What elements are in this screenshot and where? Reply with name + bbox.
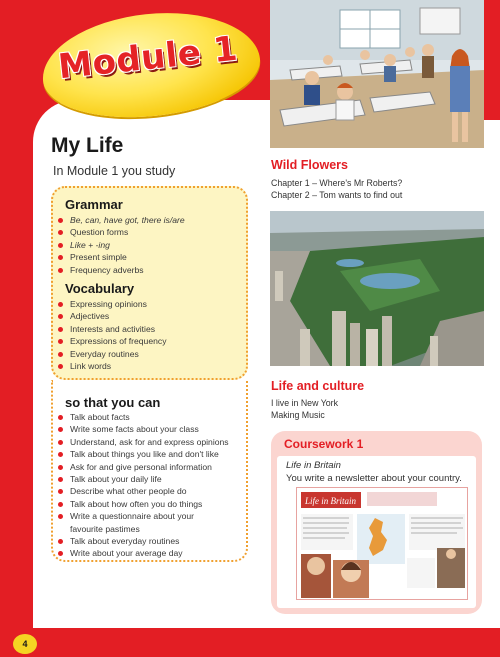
page-number: 4 xyxy=(13,634,37,654)
list-item: Talk about everyday routines xyxy=(57,535,245,547)
list-item: Write about your average day xyxy=(57,547,245,559)
list-item: Talk about things you like and don't like xyxy=(57,448,245,460)
list-item: Everyday routines xyxy=(57,348,243,360)
list-item: Talk about your daily life xyxy=(57,473,245,485)
coursework-subtitle: Life in Britain xyxy=(286,460,341,471)
classroom-illustration xyxy=(270,0,484,148)
list-item: Write some facts about your class xyxy=(57,423,245,435)
newsletter-title: Life in Britain xyxy=(305,496,357,506)
grammar-list xyxy=(57,214,243,276)
newsletter-thumbnail xyxy=(296,487,468,600)
wild-flowers-heading: Wild Flowers xyxy=(271,158,348,172)
so-that-heading: so that you can xyxy=(65,395,161,410)
list-item: Describe what other people do xyxy=(57,485,245,497)
vocabulary-list xyxy=(57,298,243,372)
chapter-2: Chapter 2 – Tom wants to find out xyxy=(271,190,403,200)
coursework-heading: Coursework 1 xyxy=(284,437,364,451)
grammar-heading: Grammar xyxy=(65,197,123,212)
central-park-photo xyxy=(270,211,484,366)
vocabulary-heading: Vocabulary xyxy=(65,281,135,296)
list-item: Expressions of frequency xyxy=(57,335,243,347)
list-item: Write a questionnaire about your xyxy=(57,510,245,522)
list-item: Be, can, have got, there is/are xyxy=(57,214,243,226)
so-that-list xyxy=(57,411,245,560)
list-item: Ask for and give personal information xyxy=(57,461,245,473)
list-item-continued: favourite pastimes xyxy=(70,523,140,534)
right-white-edge xyxy=(484,120,500,628)
list-item: Like + -ing xyxy=(57,239,243,251)
list-item: Link words xyxy=(57,360,243,372)
culture-heading: Life and culture xyxy=(271,379,365,393)
list-item: Interests and activities xyxy=(57,323,243,335)
bottom-red-band xyxy=(0,628,500,657)
list-item: Question forms xyxy=(57,226,243,238)
culture-line-1: I live in New York xyxy=(271,398,338,408)
list-item: Talk about how often you do things xyxy=(57,498,245,510)
list-item: Frequency adverbs xyxy=(57,264,243,276)
list-item: Adjectives xyxy=(57,310,243,322)
list-item: Talk about facts xyxy=(57,411,245,423)
culture-line-2: Making Music xyxy=(271,410,325,420)
list-item: Present simple xyxy=(57,251,243,263)
module-title: Module 1 xyxy=(56,28,240,88)
chapter-1: Chapter 1 – Where's Mr Roberts? xyxy=(271,178,403,188)
coursework-description: You write a newsletter about your country. xyxy=(286,473,462,484)
list-item: Expressing opinions xyxy=(57,298,243,310)
page-title: My Life xyxy=(51,134,124,157)
list-item: Understand, ask for and express opinions xyxy=(57,436,245,448)
intro-line: In Module 1 you study xyxy=(53,164,176,178)
